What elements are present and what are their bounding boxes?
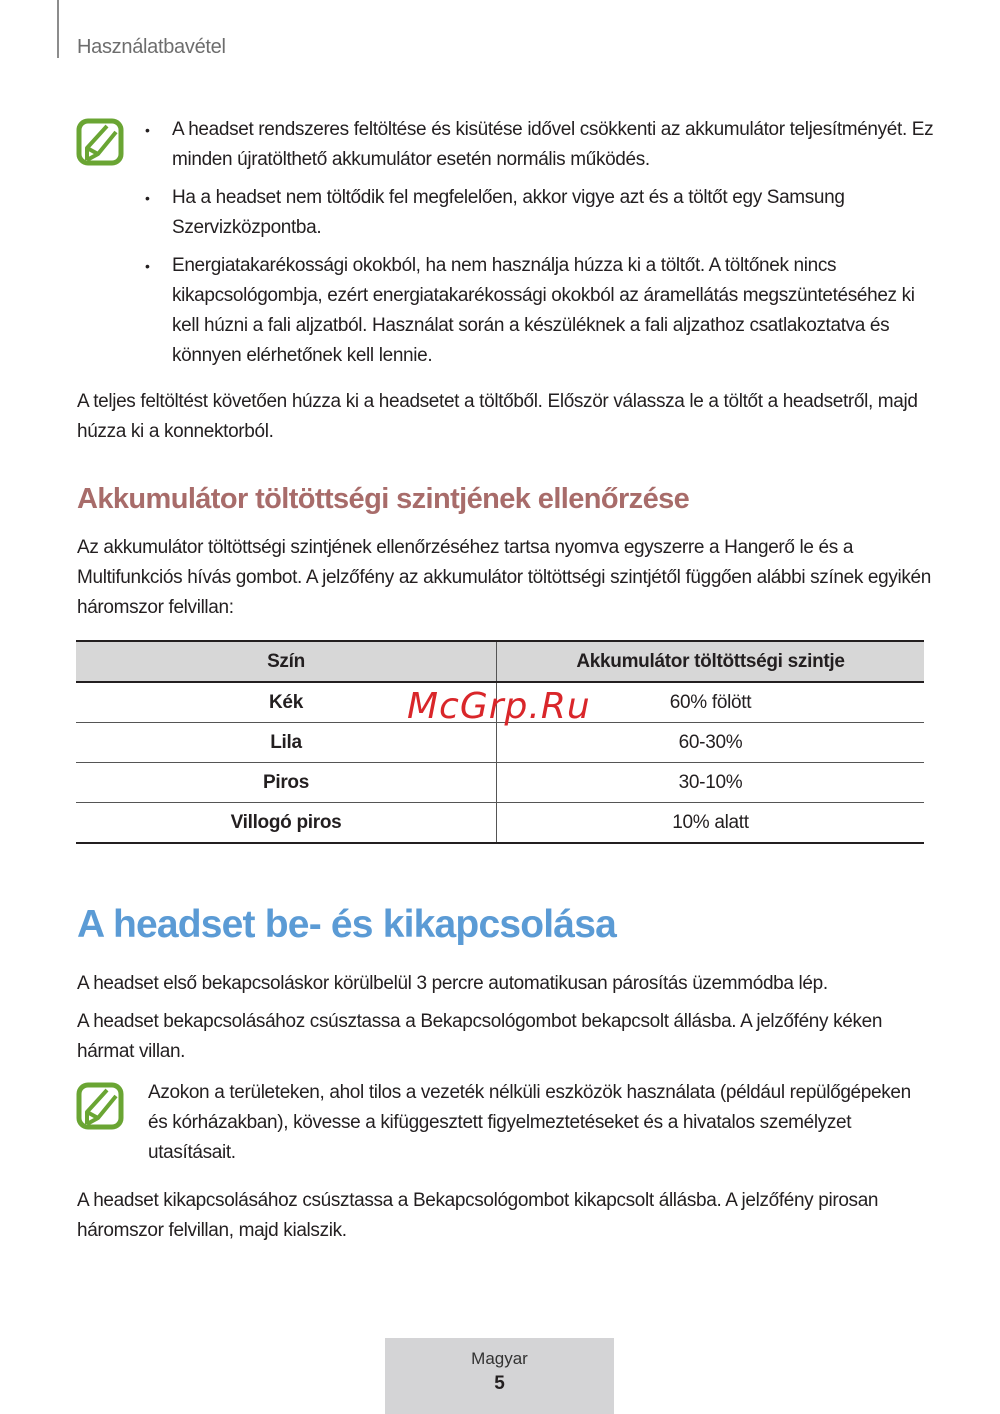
note-pencil-icon: [76, 1082, 124, 1130]
after-charge-paragraph: A teljes feltöltést követően húzza ki a headsetet a töltőből. Először válassza le a töltőt a headsetről, majd húzza ki a konnektorból.: [77, 391, 918, 442]
section-title: Használatbavétel: [77, 36, 226, 58]
color-cell: Lila: [76, 723, 497, 763]
note-pencil-icon: [76, 118, 124, 166]
watermark: McGrp.Ru: [407, 686, 591, 727]
color-cell: Villogó piros: [76, 803, 497, 844]
table-row: [76, 723, 924, 763]
power-paragraph-1: A headset első bekapcsoláskor körülbelül 3 percre automatikusan párosítás üzemmódba lép.: [77, 973, 828, 994]
power-paragraph-2: A headset bekapcsolásához csúsztassa a Bekapcsológombot bekapcsolt állásba. A jelzőfény kéken hármat villan.: [77, 1011, 883, 1062]
footer-language: Magyar: [471, 1349, 528, 1368]
power-paragraph-3: A headset kikapcsolásához csúsztassa a Bekapcsológombot kikapcsolt állásba. A jelzőfény pirosan háromszor felvillan, majd kialszik.: [77, 1190, 879, 1241]
note-bullet-list: [145, 115, 935, 379]
note-bullet: • Energiatakarékossági okokból, ha nem használja húzza ki a töltőt. A töltőnek nincs kikapcsológombja, ezért energiatakarékossági okokból az áramellátás megszüntetéséhez ki kell húzni a fali aljzatból. Használat során a készüléknek a fali aljzathoz csatlakoztatva és könnyen elérhetőnek kell lennie.: [145, 251, 935, 371]
page-number: 5: [494, 1373, 505, 1394]
battery-intro-paragraph: Az akkumulátor töltöttségi szintjének ellenőrzéséhez tartsa nyomva egyszerre a Hangerő le és a Multifunkciós hívás gombot. A jelzőfény az akkumulátor töltöttségi szintjétől függően alábbi színek egyikén háromszor felvillan:: [77, 537, 931, 618]
power-section-heading: A headset be- és kikapcsolása: [77, 903, 616, 946]
level-cell: 30-10%: [497, 763, 925, 803]
note-bullet: • A headset rendszeres feltöltése és kisütése idővel csökkenti az akkumulátor teljesítményét. Ez minden újratölthető akkumulátor esetén normális működés.: [145, 115, 935, 175]
color-cell: Kék: [76, 682, 497, 723]
bullet-dot-icon: •: [145, 190, 150, 206]
header-rule: [57, 0, 59, 58]
level-cell: 60% fölött: [497, 682, 925, 723]
table-header-row: [76, 641, 924, 682]
column-header-color: Szín: [76, 641, 497, 682]
column-header-level: Akkumulátor töltöttségi szintje: [497, 641, 925, 682]
battery-level-table: [76, 640, 924, 844]
level-cell: 10% alatt: [497, 803, 925, 844]
table-row: [76, 803, 924, 844]
page-footer: [385, 1338, 614, 1414]
color-cell: Piros: [76, 763, 497, 803]
bullet-dot-icon: •: [145, 258, 150, 274]
wireless-restriction-note: Azokon a területeken, ahol tilos a vezeték nélküli eszközök használata (például repülőgépeken és kórházakban), kövesse a kifüggesztett figyelmeztetéseket és a hivatalos személyzet utasításait.: [148, 1082, 911, 1163]
bullet-dot-icon: •: [145, 122, 150, 138]
note-bullet: • Ha a headset nem töltődik fel megfelelően, akkor vigye azt és a töltőt egy Samsung Szervizközpontba.: [145, 183, 935, 243]
battery-section-heading: Akkumulátor töltöttségi szintjének ellenőrzése: [77, 483, 690, 515]
level-cell: 60-30%: [497, 723, 925, 763]
table-row: [76, 763, 924, 803]
